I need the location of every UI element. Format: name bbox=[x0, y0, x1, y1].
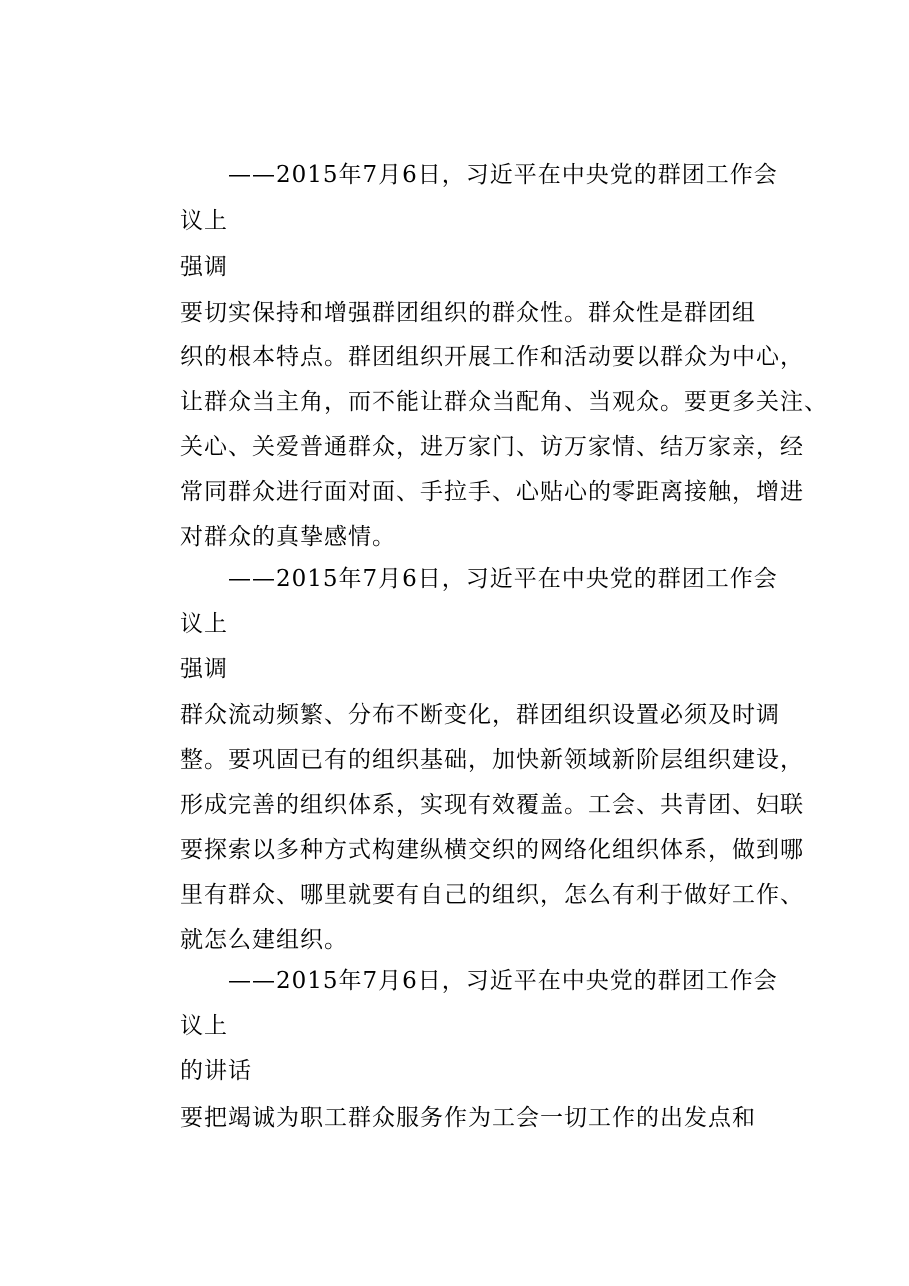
attribution-line: 的讲话 bbox=[180, 1058, 252, 1084]
paragraph-line: 织的根本特点。群团组织开展工作和活动要以群众为中心， bbox=[180, 344, 804, 370]
paragraph-line: 让群众当主角，而不能让群众当配角、当观众。要更多关注、 bbox=[180, 389, 828, 415]
attribution-line: 议上 bbox=[180, 208, 228, 234]
attribution-line: 议上 bbox=[180, 1013, 228, 1039]
attribution-line: 强调 bbox=[180, 254, 228, 280]
paragraph-line: 要把竭诚为职工群众服务作为工会一切工作的出发点和 bbox=[180, 1105, 756, 1131]
attribution-line: 议上 bbox=[180, 611, 228, 637]
paragraph-line: 常同群众进行面对面、手拉手、心贴心的零距离接触，增进 bbox=[180, 479, 804, 505]
paragraph-line: 关心、关爱普通群众，进万家门、访万家情、结万家亲，经 bbox=[180, 434, 804, 460]
attribution-line: ——2015年7月6日，习近平在中央党的群团工作会 bbox=[228, 566, 778, 592]
paragraph-line: 对群众的真挚感情。 bbox=[180, 524, 396, 550]
attribution-line: ——2015年7月6日，习近平在中央党的群团工作会 bbox=[228, 162, 778, 188]
paragraph-line: 要探索以多种方式构建纵横交织的网络化组织体系，做到哪 bbox=[180, 837, 804, 863]
paragraph-line: 就怎么建组织。 bbox=[180, 927, 348, 953]
paragraph-line: 形成完善的组织体系，实现有效覆盖。工会、共青团、妇联 bbox=[180, 792, 804, 818]
paragraph-line: 群众流动频繁、分布不断变化，群团组织设置必须及时调 bbox=[180, 702, 780, 728]
paragraph-line: 要切实保持和增强群团组织的群众性。群众性是群团组 bbox=[180, 300, 756, 326]
paragraph-line: 整。要巩固已有的组织基础，加快新领域新阶层组织建设， bbox=[180, 747, 804, 773]
attribution-line: 强调 bbox=[180, 656, 228, 682]
paragraph-line: 里有群众、哪里就要有自己的组织，怎么有利于做好工作、 bbox=[180, 882, 804, 908]
attribution-line: ——2015年7月6日，习近平在中央党的群团工作会 bbox=[228, 968, 778, 994]
